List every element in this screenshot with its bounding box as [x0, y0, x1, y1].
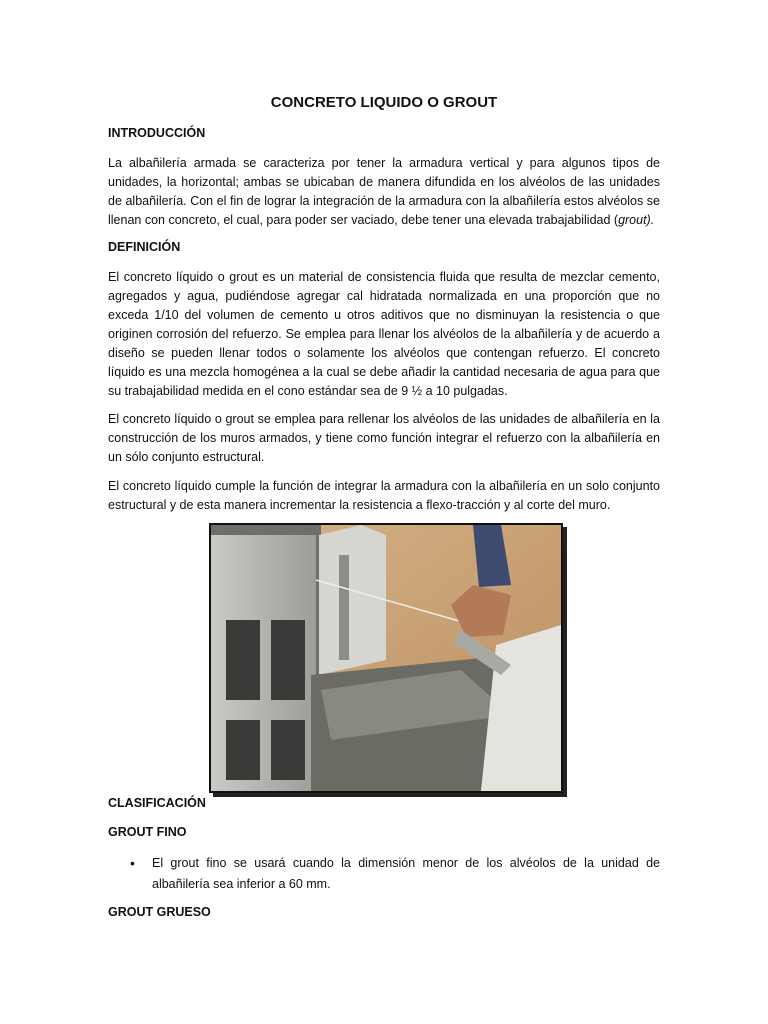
block-cell [226, 620, 260, 700]
bullet-dot: • [130, 855, 135, 871]
concrete-block-back [319, 525, 386, 675]
block-cell [226, 720, 260, 780]
fine-grout-bullet [108, 853, 660, 895]
definition-heading: DEFINICIÓN [108, 240, 181, 254]
block-cell [271, 620, 305, 700]
definition-paragraph-1: El concreto líquido o grout es un material de consistencia fluida que resulta de mezclar cemento, agregados y agua, pudiéndose agregar cal hidratada normalizada en una proporción que no exceda 1/10 del volumen de cemento u otros aditivos que no disminuyan la resistencia o que originen corrosión del refuerzo. Se emplea para llenar los alvéolos de la albañilería y de acuerdo a diseño se pueden llenar todos o solamente los alvéolos que contengan refuerzo. El concreto líquido es una mezcla homogénea a la cual se debe añadir la cantidad necesaria de agua para que su trabajabilidad medida en el cono estándar sea de 9 ½ a 10 pulgadas. [108, 270, 660, 398]
fine-grout-list [108, 853, 660, 895]
grout-photo-illustration [211, 525, 561, 791]
intro-text-italic: grout). [618, 213, 655, 227]
fine-grout-heading: GROUT FINO [108, 825, 187, 839]
coarse-grout-heading: GROUT GRUESO [108, 905, 211, 919]
intro-paragraph [108, 154, 660, 230]
block-cell [271, 720, 305, 780]
definition-paragraph-2: El concreto líquido o grout se emplea para rellenar los alvéolos de las unidades de albañilería en la construcción de los muros armados, y tiene como función integrar el refuerzo con la albañilería en un sólo conjunto estructural. [108, 412, 660, 464]
intro-heading: INTRODUCCIÓN [108, 126, 206, 140]
grout-photo [209, 523, 563, 793]
document-title: CONCRETO LIQUIDO O GROUT [270, 94, 498, 111]
classification-heading: CLASIFICACIÓN [108, 796, 206, 810]
block-groove [339, 555, 349, 660]
fine-grout-bullet-text: El grout fino se usará cuando la dimensión menor de los alvéolos de la unidad de albañilería sea inferior a 60 mm. [152, 856, 660, 891]
definition-paragraph-3: El concreto líquido cumple la función de integrar la armadura con la albañilería en un solo conjunto estructural y de esta manera incrementar la resistencia a flexo-tracción y al corte del muro. [108, 479, 660, 512]
intro-text: La albañilería armada se caracteriza por tener la armadura vertical y para algunos tipos de unidades, la horizontal; ambas se ubicaban de manera difundida en los alvéolos de las unidades de albañilería. Con el fin de lograr la integración de la armadura con la albañilería estos alvéolos se llenan con concreto, el cual, para poder ser vaciado, debe tener una elevada trabajabilidad ( [108, 156, 660, 227]
